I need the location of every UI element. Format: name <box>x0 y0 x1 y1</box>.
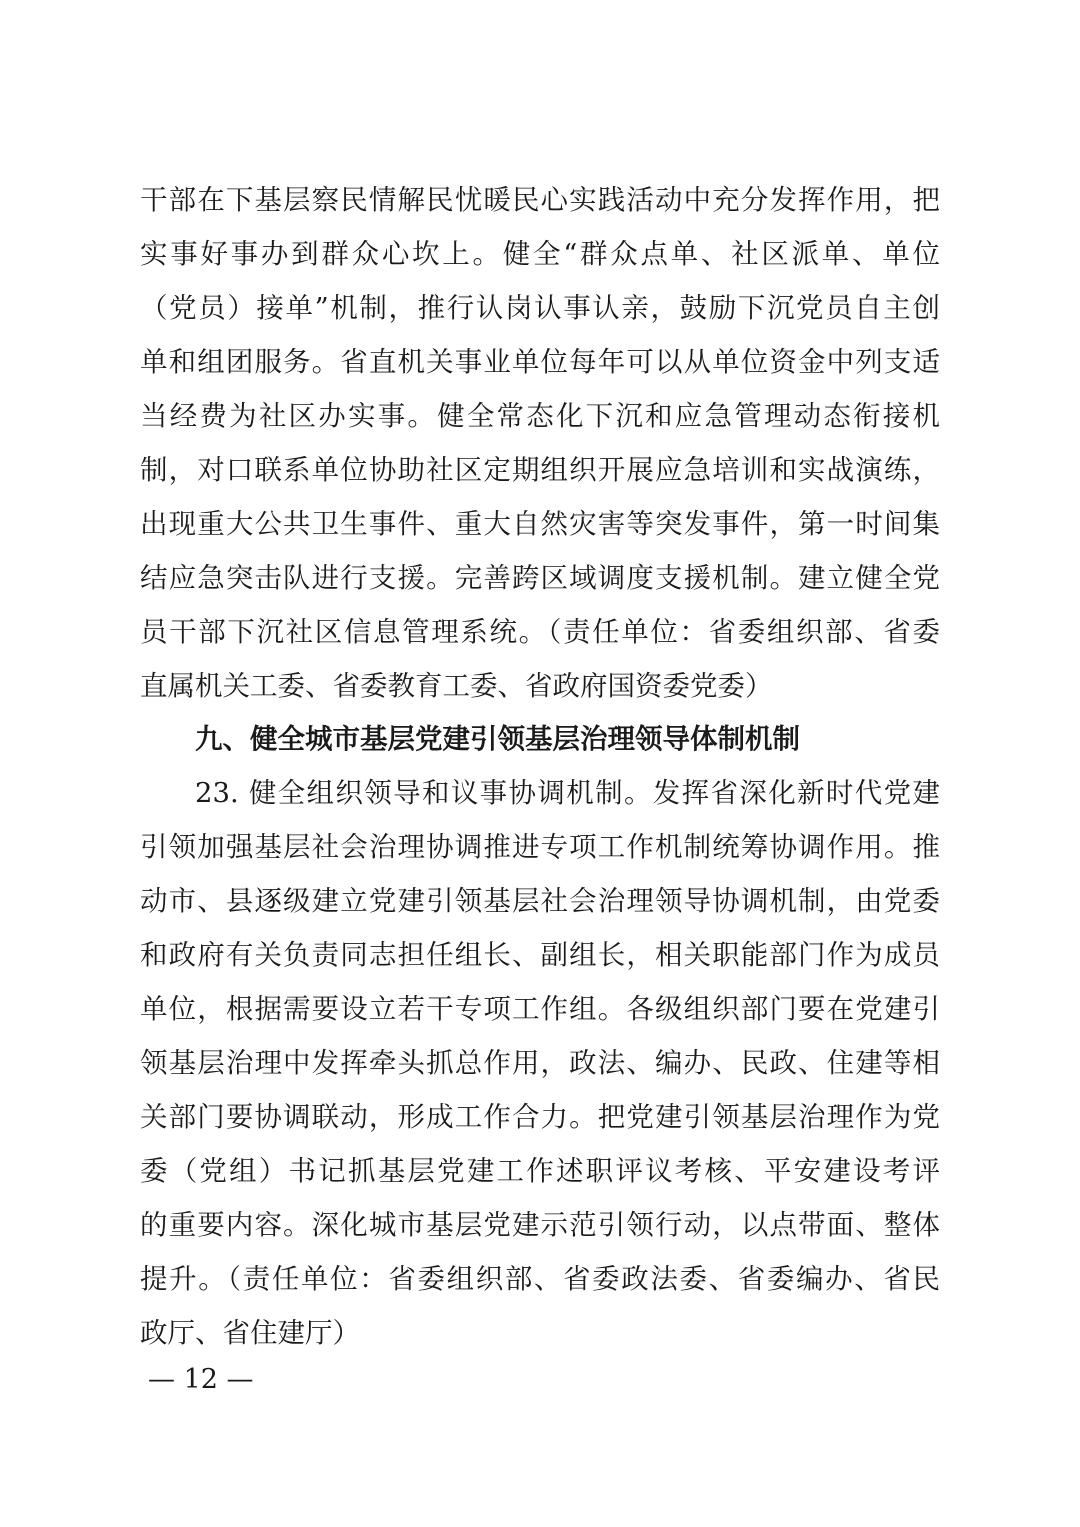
text-line: 领基层治理中发挥牵头抓总作用，政法、编办、民政、住建等相 <box>140 1047 940 1079</box>
text-line: （党员）接单”机制，推行认岗认事认亲，鼓励下沉党员自主创 <box>140 292 940 324</box>
text-line: 实事好事办到群众心坎上。健全“群众点单、社区派单、单位 <box>140 238 940 270</box>
page-number: — 12 — <box>148 1364 254 1395</box>
section-heading: 九、健全城市基层党建引领基层治理领导体制机制 <box>195 723 800 755</box>
text-line: 动市、县逐级建立党建引领基层社会治理领导协调机制，由党委 <box>140 885 940 917</box>
text-line: 政厅、省住建厅） <box>140 1317 360 1349</box>
text-line: 当经费为社区办实事。健全常态化下沉和应急管理动态衔接机 <box>140 400 940 432</box>
text-line: 制，对口联系单位协助社区定期组织开展应急培训和实战演练， <box>140 454 940 486</box>
text-line: 单和组团服务。省直机关事业单位每年可以从单位资金中列支适 <box>140 346 940 378</box>
text-line: 23. 健全组织领导和议事协调机制。发挥省深化新时代党建 <box>195 777 940 809</box>
text-line: 结应急突击队进行支援。完善跨区域调度支援机制。建立健全党 <box>140 562 940 594</box>
text-line: 的重要内容。深化城市基层党建示范引领行动，以点带面、整体 <box>140 1209 940 1241</box>
text-line: 直属机关工委、省委教育工委、省政府国资委党委） <box>140 670 773 702</box>
text-line: 和政府有关负责同志担任组长、副组长，相关职能部门作为成员 <box>140 939 940 971</box>
text-line: 关部门要协调联动，形成工作合力。把党建引领基层治理作为党 <box>140 1101 940 1133</box>
text-line: 员干部下沉社区信息管理系统。（责任单位：省委组织部、省委 <box>140 616 940 648</box>
text-line: 干部在下基层察民情解民忧暖民心实践活动中充分发挥作用，把 <box>140 184 940 216</box>
text-line: 委（党组）书记抓基层党建工作述职评议考核、平安建设考评 <box>140 1155 940 1187</box>
text-line: 引领加强基层社会治理协调推进专项工作机制统筹协调作用。推 <box>140 831 940 863</box>
text-line: 出现重大公共卫生事件、重大自然灾害等突发事件，第一时间集 <box>140 508 940 540</box>
text-line: 提升。（责任单位：省委组织部、省委政法委、省委编办、省民 <box>140 1263 940 1295</box>
text-line: 单位，根据需要设立若干专项工作组。各级组织部门要在党建引 <box>140 993 940 1025</box>
